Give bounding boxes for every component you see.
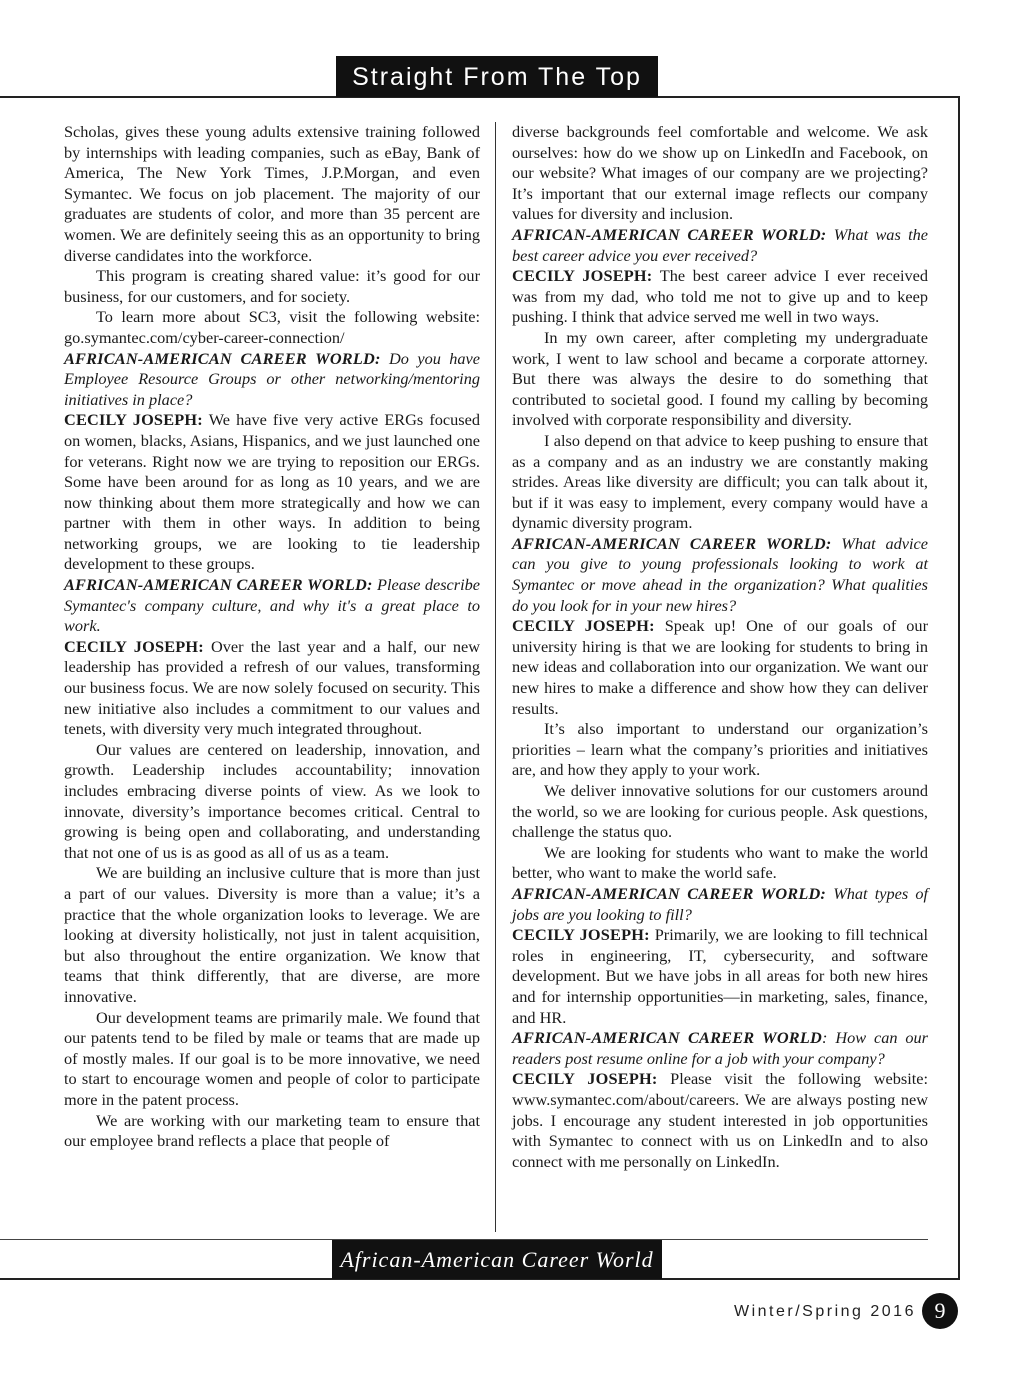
- interview-question: [512, 225, 928, 266]
- interviewer-label: AFRICAN-AMERICAN CAREER WORLD:: [64, 348, 381, 368]
- section-header-banner: Straight From The Top: [336, 56, 658, 97]
- paragraph: In my own career, after completing my undergraduate work, I went to law school and became a corporate attorney. But there was always the desire to do something that contributed to societal good. I found my calling by becoming involved with corporate responsibility and diversity.: [512, 327, 928, 430]
- interviewee-label: CECILY JOSEPH:: [512, 925, 650, 945]
- interviewee-label: CECILY JOSEPH:: [512, 266, 653, 286]
- paragraph: To learn more about SC3, visit the following website: go.symantec.com/cyber-career-connection/: [64, 307, 480, 347]
- paragraph: We are building an inclusive culture that is more than just a part of our values. Diversity is more than a value; it’s a practice that the whole organization looks to leverage. We are looking at diversity holistically, not just in talent acquisition, but also throughout the entire organization. We know that teams that think differently, that are diverse, are more innovative.: [64, 863, 480, 1006]
- question-text: Do you have Employee Resource Groups or other networking/mentoring initiatives in place?: [64, 348, 481, 409]
- answer-text: Speak up! One of our goals of our university hiring is that we are looking for students to bring in new ideas and collaboration into our organization. We want our new hires to make a difference and show how they can deliver results.: [512, 616, 928, 718]
- answer-text: Primarily, we are looking to fill technical roles in engineering, IT, cybersecurity, and software development. But we have jobs in all areas for both new hires and for internship opportunities—in marketing, sales, finance, and HR.: [512, 925, 928, 1027]
- interviewer-label: AFRICAN-AMERICAN CAREER WORLD:: [64, 575, 373, 595]
- answer-text: Over the last year and a half, our new leadership has provided a refresh of our values, transforming our business focus. We are now solely focused on security. This new initiative also includes a commitment to our values and tenets, with diversity very much integrated throughout.: [64, 636, 480, 739]
- paragraph: This program is creating shared value: it’s good for our business, for our customers, and for society.: [64, 266, 480, 306]
- right-column: [512, 122, 928, 1172]
- interviewer-label: AFRICAN-AMERICAN CAREER WORLD: [512, 1028, 822, 1048]
- question-text: What was the best career advice you ever received?: [512, 224, 928, 265]
- answer-text: We have five very active ERGs focused on women, blacks, Asians, Hispanics, and we just launched one for veterans. Right now we are trying to reposition our ERGs. Some have been around for as long as 10 years, and we are now thinking about them more strategically and how we can partner with them in other ways. In addition to being networking groups, we are looking to tie leadership development to these groups.: [64, 410, 480, 574]
- interview-answer: [512, 266, 928, 328]
- interview-answer: [512, 1069, 928, 1172]
- left-column: [64, 122, 480, 1152]
- interview-answer: [64, 410, 480, 575]
- paragraph: It’s also important to understand our organization’s priorities – learn what the company’s priorities and initiatives are, and how they apply to your work.: [512, 719, 928, 780]
- interview-answer: [512, 925, 928, 1028]
- question-text: What types of jobs are you looking to fill?: [512, 883, 928, 924]
- interviewee-label: CECILY JOSEPH:: [512, 616, 655, 636]
- answer-text: Please visit the following website: www.symantec.com/about/careers. We are always posting new jobs. I encourage any student interested in job opportunities with Symantec to connect with us on LinkedIn and to also connect with me personally on LinkedIn.: [512, 1069, 928, 1171]
- answer-text: The best career advice I ever received was from my dad, who told me not to give up and to keep pushing. I think that advice served me well in two ways.: [512, 266, 929, 327]
- question-text: What advice can you give to young professionals looking to work at Symantec or move ahead in the organization? What qualities do you look for in your new hires?: [512, 533, 928, 615]
- paragraph: Our values are centered on leadership, innovation, and growth. Leadership includes accountability; innovation includes embracing diverse points of view. As we look to innovate, diversity’s importance becomes critical. Central to growing is being open and collaborating, and understanding that not one of us is as good as all of us as a team.: [64, 739, 480, 862]
- paragraph: I also depend on that advice to keep pushing to ensure that as a company and as an industry we are constantly making strides. Areas like diversity are difficult; you can talk about it, but if it was easy to implement, every company would have a dynamic diversity program.: [512, 430, 928, 533]
- interviewer-label: AFRICAN-AMERICAN CAREER WORLD:: [512, 883, 827, 903]
- magazine-name-banner: African-American Career World: [332, 1240, 662, 1279]
- interviewee-label: CECILY JOSEPH:: [64, 636, 204, 656]
- paragraph: Scholas, gives these young adults extensive training followed by internships with leading companies, such as eBay, Bank of America, The New York Times, J.P.Morgan, and even Symantec. We focus on job placement. The majority of our graduates are students of color, and more than 35 percent are women. We are definitely seeing this as an opportunity to bring diverse candidates into the workforce.: [64, 122, 480, 265]
- interviewer-label: AFRICAN-AMERICAN CAREER WORLD:: [512, 224, 827, 244]
- page-number-badge: 9: [922, 1293, 958, 1329]
- interview-answer: [512, 616, 928, 719]
- question-text: How can our readers post resume online for a job with your company?: [512, 1028, 929, 1068]
- interview-answer: [64, 637, 480, 740]
- interviewee-label: CECILY JOSEPH:: [512, 1069, 658, 1089]
- interview-question: [512, 1028, 928, 1069]
- paragraph: We deliver innovative solutions for our customers around the world, so we are looking for curious people. Ask questions, challenge the status quo.: [512, 781, 928, 842]
- interview-question: [64, 575, 480, 637]
- paragraph: We are looking for students who want to make the world better, who want to make the world safe.: [512, 842, 928, 883]
- page-frame-right-rule: [958, 96, 960, 1278]
- interview-question: [512, 534, 928, 616]
- paragraph: diverse backgrounds feel comfortable and welcome. We ask ourselves: how do we show up on LinkedIn and Facebook, on our website? What images of our company are we projecting? It’s important that our external image reflects our company values for diversity and inclusion.: [512, 122, 928, 224]
- question-colon: :: [821, 1028, 828, 1048]
- paragraph: We are working with our marketing team to ensure that our employee brand reflects a place that people of: [64, 1110, 480, 1151]
- issue-date: Winter/Spring 2016: [734, 1303, 916, 1320]
- interview-question: [64, 349, 480, 411]
- question-text: Please describe Symantec's company culture, and why it's a great place to work.: [64, 575, 481, 636]
- interview-question: [512, 884, 928, 925]
- interviewer-label: AFRICAN-AMERICAN CAREER WORLD:: [512, 533, 832, 553]
- paragraph: Our development teams are primarily male. We found that our patents tend to be filed by male or teams that are made up of mostly males. If our goal is to be more innovative, we need to start to encourage women and people of color to participate more in the patent process.: [64, 1007, 480, 1109]
- column-divider: [495, 122, 496, 1232]
- interviewee-label: CECILY JOSEPH:: [64, 410, 203, 430]
